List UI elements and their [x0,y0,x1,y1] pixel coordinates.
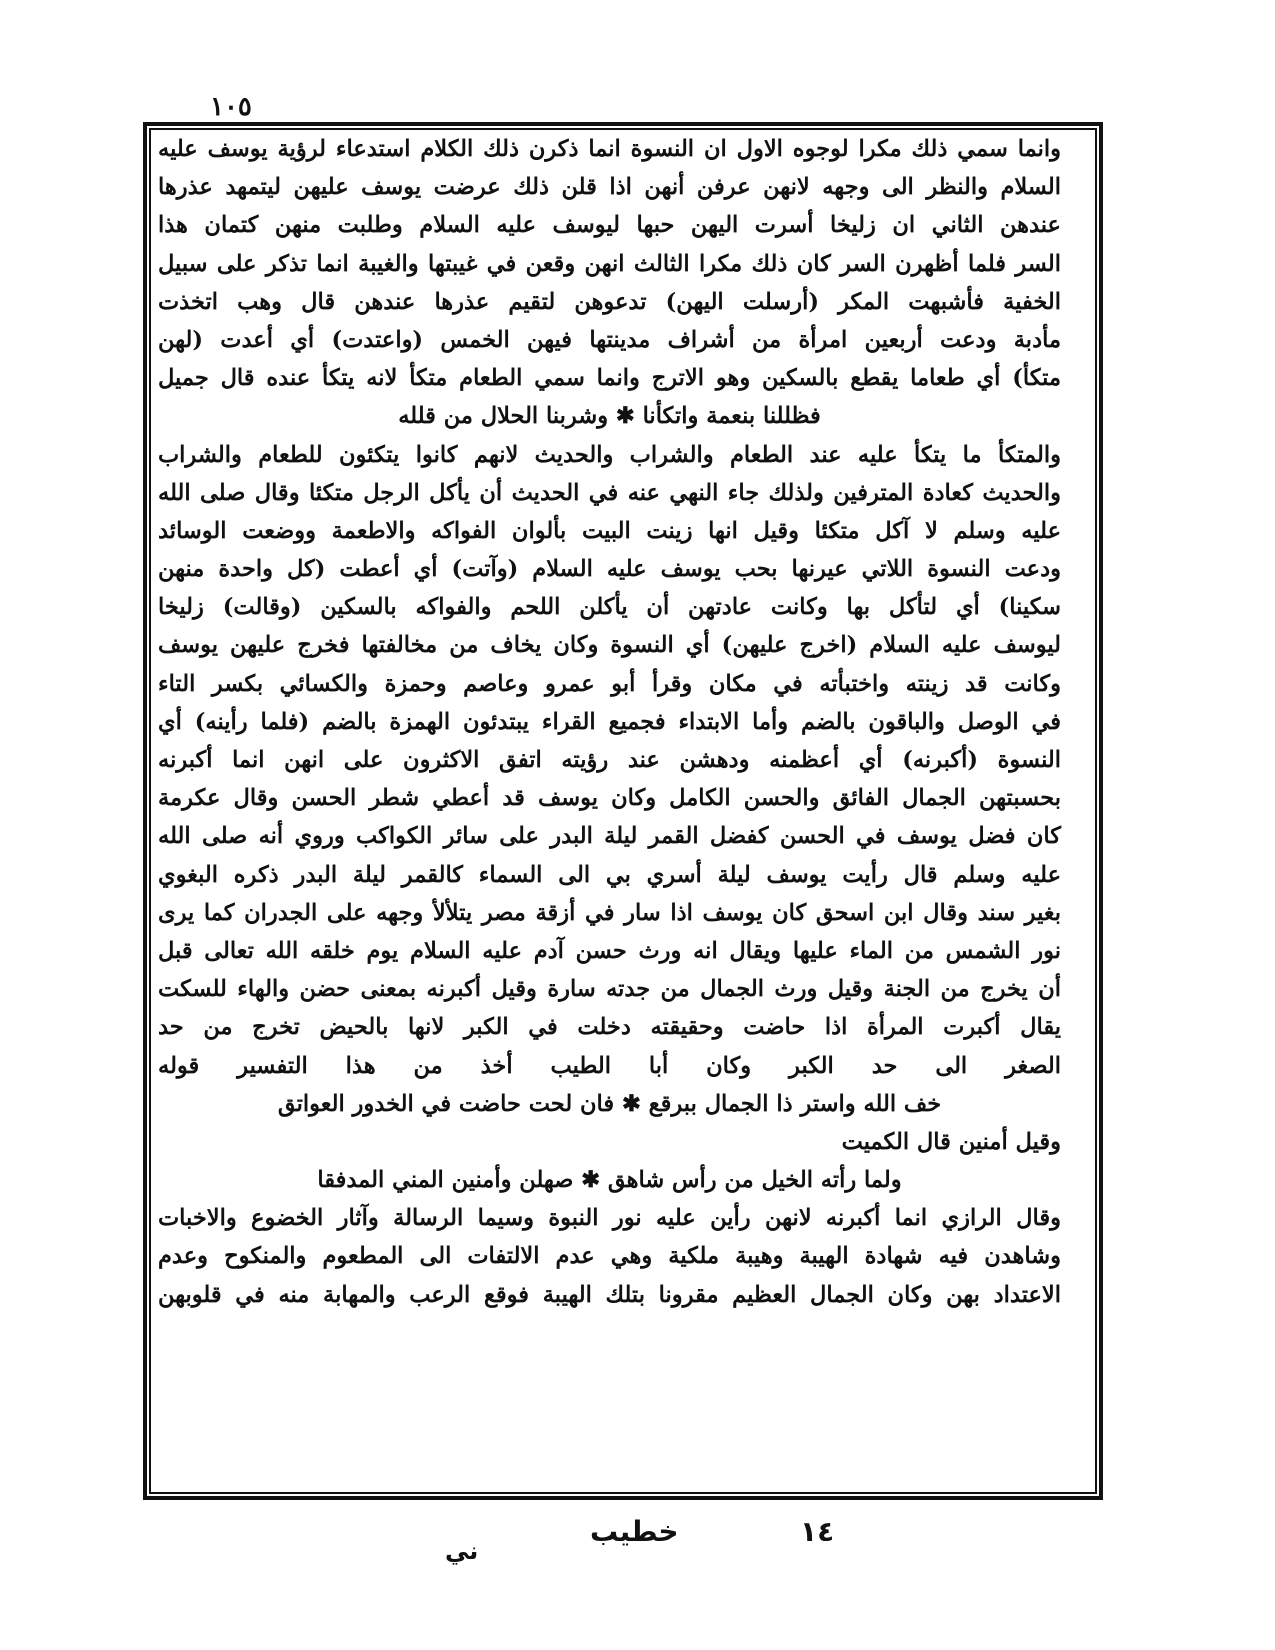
text-line: يقال أكبرت المرأة اذا حاضت وحقيقته دخلت في الكبر لانها بالحيض تخرج من حد [158,1014,1061,1041]
text-line: أن يخرج من الجنة وقيل ورث الجمال من جدته سارة وقيل أكبرنه بمعنى حضن والهاء للسكت [158,976,1061,1003]
page-number: ١٠٥ [210,92,252,122]
verse-line: فظللنا بنعمة واتكأنا ✱ وشربنا الحلال من قلله [398,403,821,430]
verse-line: خف الله واستر ذا الجمال ببرقع ✱ فان لحت حاضت في الخدور العواتق [277,1090,942,1117]
text-line: عندهن الثاني ان زليخا أسرت اليهن حبها ليوسف عليه السلام وطلبت منهن كتمان هذا [158,212,1061,239]
text-line: وقيل أمنين قال الكميت [841,1128,1061,1155]
signature-number: ١٤ [800,1515,835,1548]
text-line: السر فلما أظهرن السر كان ذلك مكرا الثالث انهن وقعن في غيبتها والغيبة انما تذكر على سبيل [158,250,1061,277]
text-line: سكينا) أي لتأكل بها وكانت عادتهن أن يأكلن اللحم والفواكه بالسكين (وقالت) زليخا [158,594,1061,621]
text-line: وقال الرازي انما أكبرنه لانهن رأين عليه نور النبوة وسيما الرسالة وآثار الخضوع والاخبات [158,1205,1061,1232]
text-line: وشاهدن فيه شهادة الهيبة وهيبة ملكية وهي عدم الالتفات الى المطعوم والمنكوح وعدم [158,1243,1061,1270]
text-line: نور الشمس من الماء عليها ويقال انه ورث حسن آدم عليه السلام يوم خلقه الله تعالى قبل [158,937,1061,964]
verse-line: ولما رأته الخيل من رأس شاهق ✱ صهلن وأمنين المني المدفقا [317,1167,902,1194]
text-line: والحديث كعادة المترفين ولذلك جاء النهي عنه في الحديث أن يأكل الرجل متكئا وقال صلى الله [158,479,1061,506]
text-line: الخفية فأشبهت المكر (أرسلت اليهن) تدعوهن لتقيم عذرها عندهن قال وهب اتخذت [158,288,1061,315]
footer [0,1515,1275,1575]
text-line: ليوسف عليه السلام (اخرج عليهن) أي النسوة وكان يخاف من مخالفتها فخرج عليهن يوسف [158,632,1061,659]
text-line: متكأ) أي طعاما يقطع بالسكين وهو الاترج وانما سمي الطعام متكأ لانه يتكأ عنده قال جميل [158,365,1061,392]
text-line: السلام والنظر الى وجهه لانهن عرفن أنهن اذا قلن ذلك عرضت يوسف عليهن ليتمهد عذرها [158,174,1061,201]
signature-word: خطيب [590,1515,679,1548]
text-line: مأدبة ودعت أربعين امرأة من أشراف مدينتها فيهن الخمس (واعتدت) أي أعدت (لهن [158,326,1061,353]
text-line: الصغر الى حد الكبر وكان أبا الطيب أخذ من هذا التفسير قوله [158,1052,1061,1079]
text-line: النسوة (أكبرنه) أي أعظمنه ودهشن عند رؤيته اتفق الاكثرون على انهن انما أكبرنه [158,747,1061,773]
text-line: بغير سند وقال ابن اسحق كان يوسف اذا سار في أزقة مصر يتلألأ وجهه على الجدران كما يرى [158,899,1061,926]
text-line: في الوصل والباقون بالضم وأما الابتداء فجميع القراء يبتدئون الهمزة بالضم (فلما رأينه) أي [158,708,1061,735]
text-line: كان فضل يوسف في الحسن كفضل القمر ليلة البدر على سائر الكواكب وروي أنه صلى الله [158,823,1061,850]
text-line: بحسبتهن الجمال الفائق والحسن الكامل وكان يوسف قد أعطي شطر الحسن وقال عكرمة [158,785,1061,812]
text-line: الاعتداد بهن وكان الجمال العظيم مقرونا بتلك الهيبة فوقع الرعب والمهابة منه في قلوبهن [158,1281,1061,1308]
text-line: عليه وسلم قال رأيت يوسف ليلة أسري بي الى السماء كالقمر ليلة البدر ذكره البغوي [158,861,1061,888]
volume-mark: ني [445,1537,479,1565]
text-line: وكانت قد زينته واختبأته في مكان وقرأ أبو عمرو وعاصم وحمزة والكسائي بكسر التاء [158,670,1061,697]
text-line: والمتكأ ما يتكأ عليه عند الطعام والشراب والحديث لانهم كانوا يتكئون للطعام والشراب [158,441,1061,468]
text-line: وانما سمي ذلك مكرا لوجوه الاول ان النسوة انما ذكرن ذلك الكلام استدعاء لرؤية يوسف عليه [158,136,1061,162]
text-line: ودعت النسوة اللاتي عيرنها بحب يوسف عليه السلام (وآتت) أي أعطت (كل واحدة منهن [158,556,1061,583]
text-line: عليه وسلم لا آكل متكئا وقيل انها زينت البيت بألوان الفواكه والاطعمة ووضعت الوسائد [158,517,1061,544]
text-body [152,130,1067,1490]
